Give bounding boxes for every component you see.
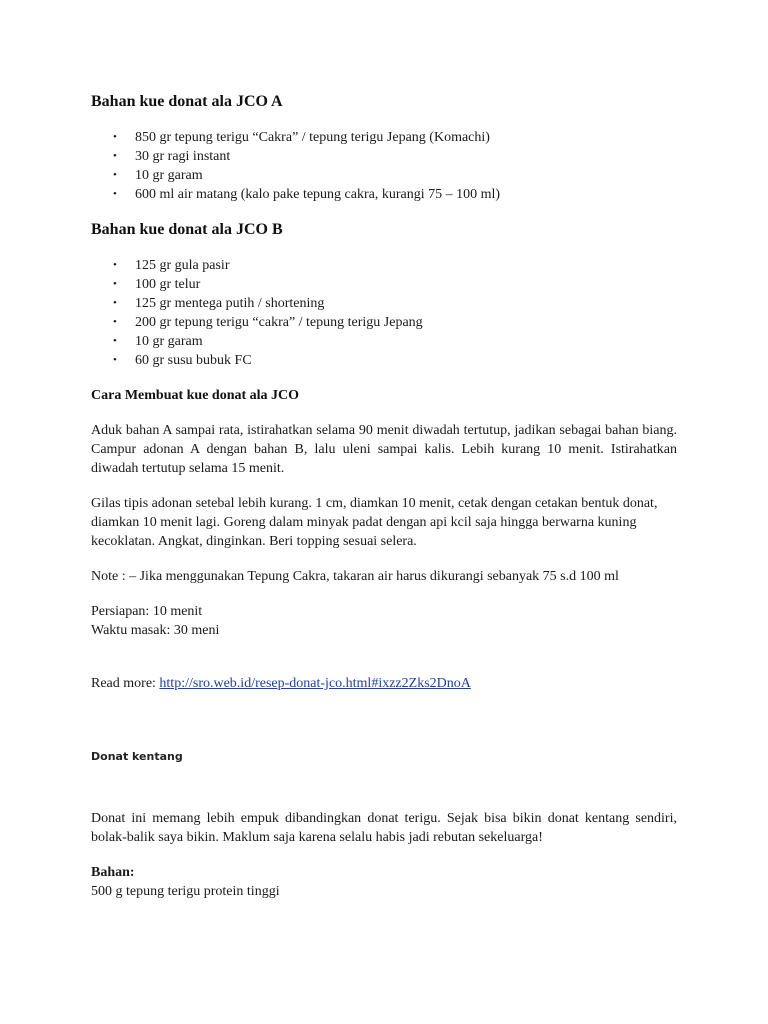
list-item-text: 125 gr mentega putih / shortening (135, 296, 325, 311)
list-item-text: 125 gr gula pasir (135, 258, 230, 273)
donat-kentang-intro: Donat ini memang lebih empuk dibandingkan donat terigu. Sejak bisa bikin donat kentang sendiri, bolak-balik saya bikin. Maklum saja karena selalu habis jadi rebutan sekeluarga! (91, 811, 677, 845)
bullet-icon: • (113, 259, 117, 271)
method-title: Cara Membuat kue donat ala JCO (91, 388, 300, 403)
section-a-title: Bahan kue donat ala JCO A (91, 93, 283, 110)
list-item (91, 128, 677, 147)
method-paragraph-2: Gilas tipis adonan setebal lebih kurang. 1 cm, diamkan 10 menit, cetak dengan cetakan bentuk donat, diamkan 10 menit lagi. Goreng dalam minyak padat dengan api kcil saja hingga berwarna kuning kecoklatan. Angkat, dinginkan. Beri topping sesuai selera. (91, 496, 658, 549)
list-item (91, 185, 677, 204)
section-a-list (91, 128, 677, 204)
list-item-text: 600 ml air matang (kalo pake tepung cakra, kurangi 75 – 100 ml) (135, 187, 501, 202)
bullet-icon: • (113, 188, 117, 200)
list-item (91, 256, 677, 275)
list-item (91, 332, 677, 351)
method-paragraph-1: Aduk bahan A sampai rata, istirahatkan selama 90 menit diwadah tertutup, jadikan sebagai bahan biang. Campur adonan A dengan bahan B, lalu uleni sampai kalis. Lebih kurang 10 menit. Istirahatkan diwadah tertutup selama 15 menit. (91, 423, 677, 476)
bullet-icon: • (113, 316, 117, 328)
bullet-icon: • (113, 150, 117, 162)
list-item-text: 100 gr telur (135, 277, 201, 292)
list-item-text: 30 gr ragi instant (135, 149, 231, 164)
donat-kentang-title: Donat kentang (91, 750, 183, 763)
bullet-icon: • (113, 297, 117, 309)
read-more-link[interactable]: http://sro.web.id/resep-donat-jco.html#ixzz2Zks2DnoA (159, 676, 471, 691)
section-b-title: Bahan kue donat ala JCO B (91, 221, 283, 238)
list-item (91, 351, 677, 370)
list-item-text: 10 gr garam (135, 334, 203, 349)
list-item (91, 313, 677, 332)
list-item (91, 166, 677, 185)
bullet-icon: • (113, 131, 117, 143)
list-item-text: 60 gr susu bubuk FC (135, 353, 252, 368)
list-item (91, 147, 677, 166)
cook-time: Waktu masak: 30 meni (91, 623, 220, 638)
bullet-icon: • (113, 354, 117, 366)
bullet-icon: • (113, 335, 117, 347)
read-more-label: Read more: (91, 676, 160, 691)
bullet-icon: • (113, 169, 117, 181)
list-item (91, 294, 677, 313)
ingredients-heading-text: Bahan: (91, 865, 135, 880)
prep-time: Persiapan: 10 menit (91, 604, 203, 619)
list-item-text: 200 gr tepung terigu “cakra” / tepung terigu Jepang (135, 315, 423, 330)
ingredients-heading (91, 863, 677, 882)
section-b-list (91, 256, 677, 370)
list-item-text: 850 gr tepung terigu “Cakra” / tepung terigu Jepang (Komachi) (135, 130, 490, 145)
bullet-icon: • (113, 278, 117, 290)
method-note: Note : – Jika menggunakan Tepung Cakra, takaran air harus dikurangi sebanyak 75 s.d 100 ml (91, 569, 619, 584)
read-more (91, 674, 677, 693)
list-item-text: 10 gr garam (135, 168, 203, 183)
document-page (91, 92, 677, 901)
list-item (91, 275, 677, 294)
first-ingredient: 500 g tepung terigu protein tinggi (91, 884, 280, 899)
